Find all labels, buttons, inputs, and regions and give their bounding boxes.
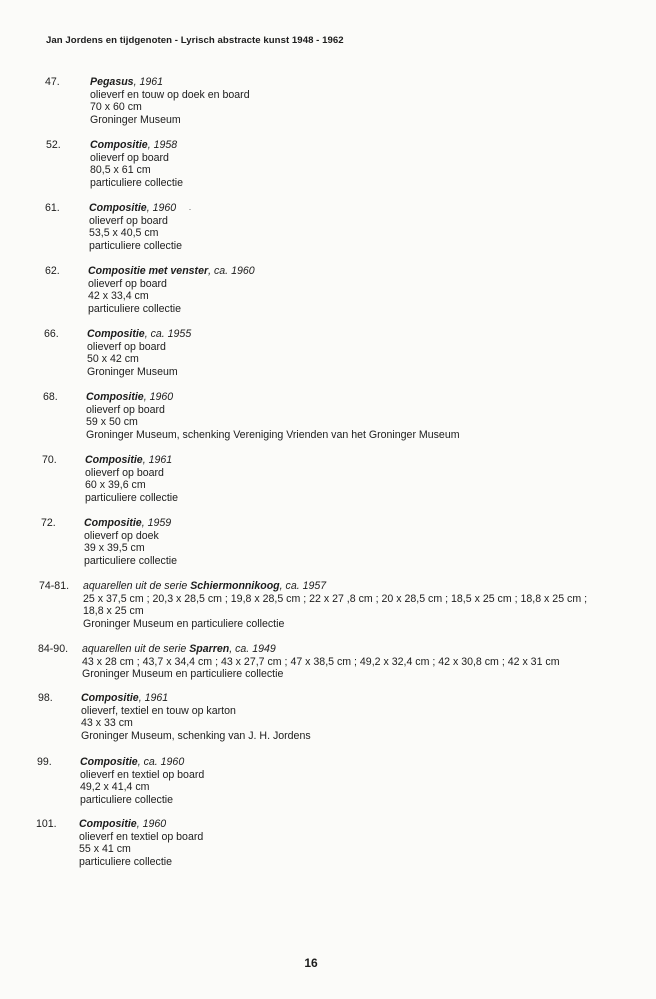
entry-number: 70. bbox=[42, 454, 57, 466]
entry-number: 74-81. bbox=[39, 580, 70, 592]
entry-date: , ca. 1960 bbox=[208, 265, 255, 277]
entry-date: , 1960 bbox=[146, 202, 177, 214]
entry-number: 61. bbox=[45, 202, 60, 214]
entry-medium: olieverf op board bbox=[90, 151, 169, 164]
entry-title: Compositie bbox=[86, 391, 144, 403]
entry-title: Compositie bbox=[85, 454, 143, 466]
entry-series: Schiermonnikoog bbox=[190, 580, 280, 592]
entry-date: , 1961 bbox=[142, 454, 173, 466]
entry-number: 62. bbox=[45, 265, 60, 277]
entry-number: 99. bbox=[37, 756, 52, 768]
entry-date: , ca. 1957 bbox=[279, 580, 327, 592]
entry-collection: Groninger Museum, schenking van J. H. Jordens bbox=[81, 729, 311, 742]
entry-medium: olieverf op doek bbox=[84, 529, 159, 542]
entry-medium: olieverf op board bbox=[89, 214, 168, 227]
entry-number: 101. bbox=[36, 818, 57, 830]
entry-dimensions: 70 x 60 cm bbox=[90, 101, 142, 114]
scan-speck bbox=[189, 209, 191, 210]
entry-dimensions: 25 x 37,5 cm ; 20,3 x 28,5 cm ; 19,8 x 28,5 cm ; 22 x 27 ,8 cm ; 20 x 28,5 cm ; 18,5 x 25 cm ; 18,8 x 25 cm ; 18,8 x 25 cm bbox=[83, 592, 588, 618]
entry-dimensions: 59 x 50 cm bbox=[86, 416, 138, 429]
entry-dimensions: 80,5 x 61 cm bbox=[90, 164, 151, 177]
entry-collection: particuliere collectie bbox=[88, 302, 182, 315]
entry-date: , ca. 1949 bbox=[229, 643, 276, 655]
entry-date: , 1959 bbox=[141, 517, 172, 529]
entry-collection: Groninger Museum bbox=[90, 113, 181, 126]
entry-dimensions: 49,2 x 41,4 cm bbox=[80, 781, 150, 794]
entry-collection: Groninger Museum en particuliere collectie bbox=[83, 617, 285, 630]
entry-title: Compositie bbox=[87, 328, 145, 340]
entry-series: Sparren bbox=[189, 643, 230, 655]
entry-number: 68. bbox=[43, 391, 58, 403]
entry-title: Compositie bbox=[80, 756, 138, 768]
entry-medium: olieverf op board bbox=[86, 403, 165, 416]
entry-title: Compositie bbox=[90, 139, 148, 151]
entry-collection: particuliere collectie bbox=[79, 855, 173, 868]
entry-title: Compositie bbox=[79, 818, 137, 830]
entry-date: , ca. 1955 bbox=[144, 328, 192, 340]
entry-collection: Groninger Museum, schenking Vereniging Vrienden van het Groninger Museum bbox=[86, 428, 460, 441]
entry-title: Compositie met venster bbox=[88, 265, 209, 277]
entry-dimensions: 42 x 33,4 cm bbox=[88, 290, 149, 303]
entry-collection: particuliere collectie bbox=[80, 793, 174, 806]
entry-number: 84-90. bbox=[38, 643, 69, 655]
entry-title: Compositie bbox=[81, 692, 139, 704]
entry-medium: olieverf en touw op doek en board bbox=[90, 88, 250, 101]
entry-medium: olieverf op board bbox=[88, 277, 167, 290]
entry-date: , ca. 1960 bbox=[137, 756, 185, 768]
entry-prefix: aquarellen uit de serie bbox=[82, 643, 190, 655]
entry-collection: particuliere collectie bbox=[84, 554, 178, 567]
entry-dimensions: 60 x 39,6 cm bbox=[85, 479, 146, 492]
entry-number: 98. bbox=[38, 692, 53, 704]
entry-dimensions: 43 x 33 cm bbox=[81, 717, 133, 730]
entry-number: 66. bbox=[44, 328, 59, 340]
entry-medium: olieverf en textiel op board bbox=[80, 768, 205, 781]
entry-collection: particuliere collectie bbox=[89, 239, 183, 252]
entry-dimensions: 55 x 41 cm bbox=[79, 843, 131, 856]
entry-medium: olieverf, textiel en touw op karton bbox=[81, 704, 236, 717]
page-number: 16 bbox=[304, 956, 318, 970]
entry-title: Compositie bbox=[84, 517, 142, 529]
entry-date: , 1960 bbox=[136, 818, 167, 830]
entry-number: 52. bbox=[46, 139, 61, 151]
entry-collection: particuliere collectie bbox=[85, 491, 179, 504]
entry-dimensions: 53,5 x 40,5 cm bbox=[89, 227, 159, 240]
entry-date: , 1961 bbox=[133, 76, 164, 88]
entry-collection: particuliere collectie bbox=[90, 176, 184, 189]
entry-date: , 1960 bbox=[143, 391, 174, 403]
entry-title: Compositie bbox=[89, 202, 147, 214]
entry-prefix: aquarellen uit de serie bbox=[83, 580, 191, 592]
entry-dimensions: 39 x 39,5 cm bbox=[84, 542, 145, 555]
entry-medium: olieverf en textiel op board bbox=[79, 830, 204, 843]
entry-number: 72. bbox=[41, 517, 56, 529]
entry-date: , 1961 bbox=[138, 692, 169, 704]
entry-title: Pegasus bbox=[90, 76, 134, 88]
entry-dimensions: 43 x 28 cm ; 43,7 x 34,4 cm ; 43 x 27,7 cm ; 47 x 38,5 cm ; 49,2 x 32,4 cm ; 42 x 30,8 cm ; 42 x 31 cm bbox=[82, 655, 560, 668]
entry-date: , 1958 bbox=[147, 139, 178, 151]
entry-collection: Groninger Museum bbox=[87, 365, 178, 378]
entry-dimensions: 50 x 42 cm bbox=[87, 353, 139, 366]
entry-medium: olieverf op board bbox=[87, 340, 166, 353]
page-header: Jan Jordens en tijdgenoten - Lyrisch abstracte kunst 1948 - 1962 bbox=[46, 35, 344, 46]
entry-number: 47. bbox=[45, 76, 60, 88]
entry-medium: olieverf op board bbox=[85, 466, 164, 479]
entry-collection: Groninger Museum en particuliere collectie bbox=[82, 668, 284, 681]
